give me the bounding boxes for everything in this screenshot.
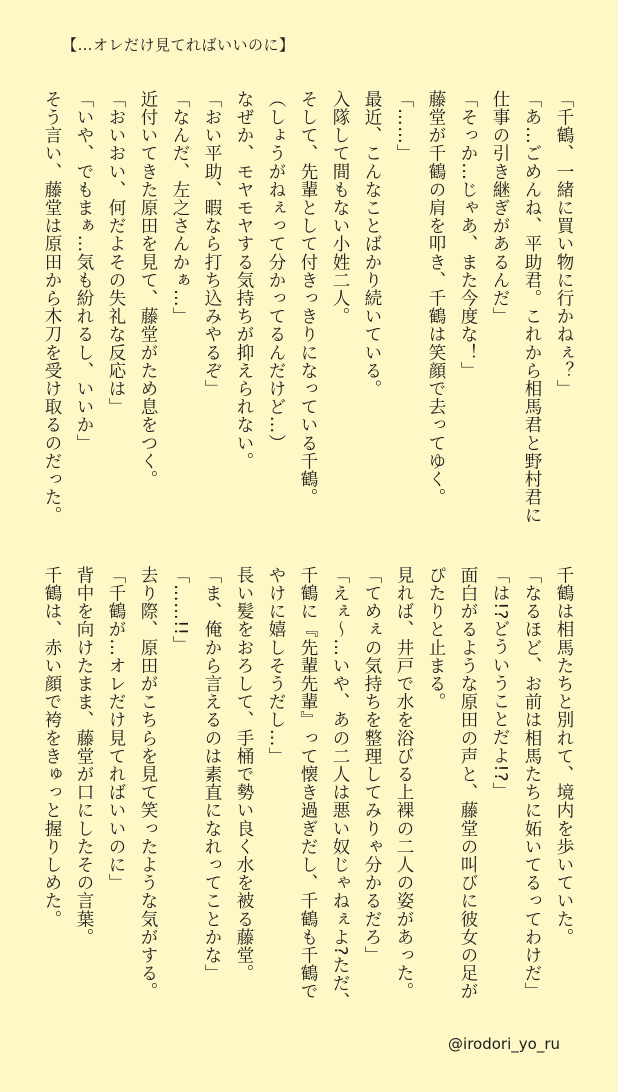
text-line: 千鶴に『先輩先輩』って懐き過ぎだし、千鶴も千鶴で (298, 566, 318, 1001)
text-line: 「なるほど、お前は相馬たちに妬いてるってわけだ」 (522, 566, 542, 1001)
text-line: 千鶴は相馬たちと別れて、境内を歩いていた。 (554, 566, 574, 947)
text-line: 「千鶴、一緒に買い物に行かねぇ？」 (554, 90, 574, 398)
text-line: 背中を向けたまま、藤堂が口にしたその言葉。 (74, 566, 94, 947)
text-line: 「千鶴が…オレだけ見てればいいのに」 (106, 566, 126, 892)
text-line: 「てめぇの気持ちを整理してみりゃ分かるだろ」 (362, 566, 382, 965)
story-text-lower (36, 566, 580, 1011)
text-line: 「ま、俺から言えるのは素直になれってことかな」 (202, 566, 222, 983)
text-line: やけに嬉しそうだし…」 (266, 566, 286, 766)
text-line: そう言い、藤堂は原田から木刀を受け取るのだった。 (42, 90, 62, 525)
text-line: 「いや、でもまぁ…気も紛れるし、いいか」 (74, 90, 94, 452)
text-line: 入隊して間もない小姓二人。 (330, 90, 350, 326)
text-line: 「そっか…じゃあ、また今度な！」 (458, 90, 478, 380)
text-line: 藤堂が千鶴の肩を叩き、千鶴は笑顔で去ってゆく。 (426, 90, 446, 507)
story-text-upper (36, 90, 580, 530)
text-line: 去り際、原田がこちらを見て笑ったような気がする。 (138, 566, 158, 1001)
text-line: 長い髪をおろして、手桶で勢い良く水を被る藤堂。 (234, 566, 254, 983)
text-line: 「えぇ〜…いや、あの二人は悪い奴じゃねぇよ?ただ、 (330, 566, 350, 1011)
text-line: 「なんだ、左之さんかぁ…」 (170, 90, 190, 326)
text-line: なぜか、モヤモヤする気持ちが抑えられない。 (234, 90, 254, 471)
text-line: 「は!?どういうことだよ!?」 (490, 566, 510, 801)
text-line: 「おい平助、暇なら打ち込みやるぞ」 (202, 90, 222, 398)
text-line: 「……!!」 (170, 566, 190, 654)
text-line: 近付いてきた原田を見て、藤堂がため息をつく。 (138, 90, 158, 489)
story-title: 【…オレだけ見てればいいのに】 (62, 36, 295, 54)
text-line: ぴたりと止まる。 (426, 566, 446, 711)
text-line: 面白がるような原田の声と、藤堂の叫びに彼女の足が (458, 566, 478, 1001)
text-line: 「あ…ごめんね、平助君。これから相馬君と野村君に (522, 90, 542, 525)
author-handle: @irodori_yo_ru (448, 1035, 560, 1053)
text-line: 最近、こんなことばかり続いている。 (362, 90, 382, 398)
text-line: （しょうがねぇって分かってるんだけど…） (266, 90, 286, 452)
text-line: そして、先輩として付きっきりになっている千鶴。 (298, 90, 318, 507)
text-line: 千鶴は、赤い顔で袴をきゅっと握りしめた。 (42, 566, 62, 928)
text-line: 見れば、井戸で水を浴びる上裸の二人の姿があった。 (394, 566, 414, 1001)
text-line: 「……」 (394, 90, 414, 163)
text-line: 「おいおい、何だよその失礼な反応は」 (106, 90, 126, 416)
text-line: 仕事の引き継ぎがあるんだ」 (490, 90, 510, 326)
